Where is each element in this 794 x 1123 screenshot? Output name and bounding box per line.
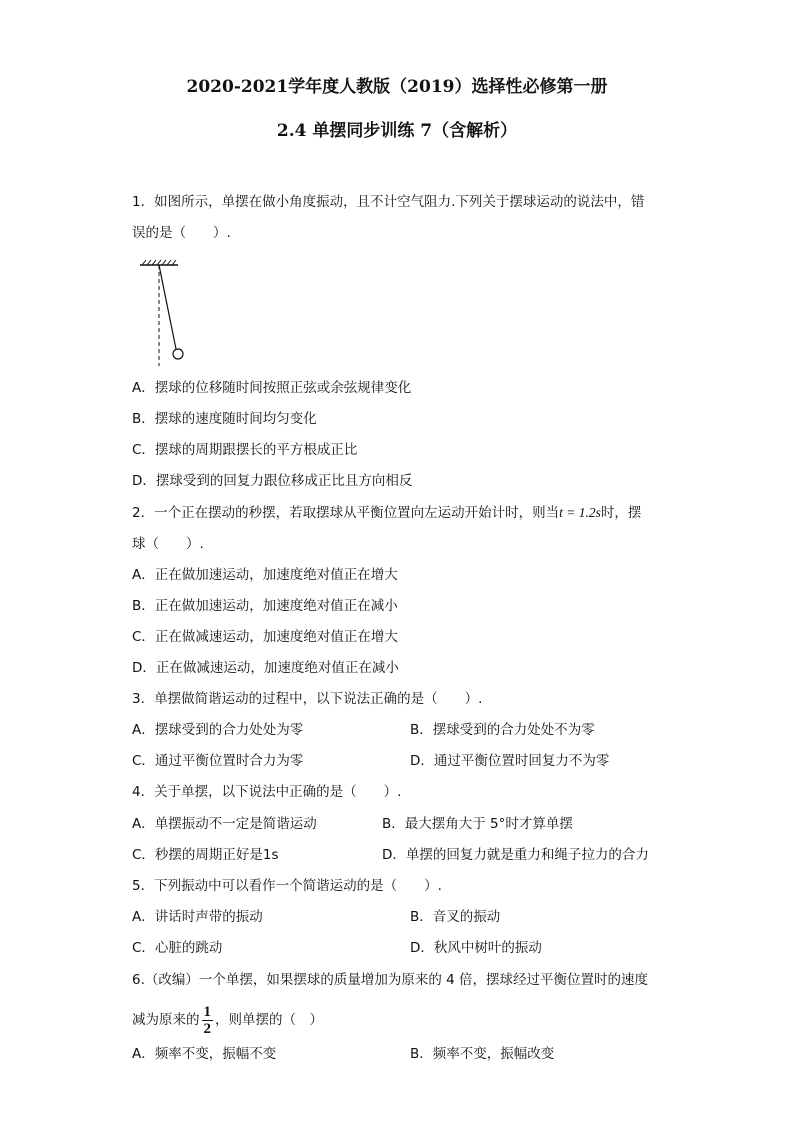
q5-option-d: D．秋风中树叶的振动 [410,940,542,956]
ceiling-hatch [142,260,176,265]
q3-option-d: D．通过平衡位置时回复力不为零 [410,753,610,769]
q2-stem-line1 [132,503,641,523]
q1-option-a: A．摆球的位移随时间按照正弦或余弦规律变化 [132,380,412,396]
q2-option-c: C．正在做减速运动，加速度绝对值正在增大 [132,629,398,645]
q6-stem-pre: 减为原来的 [132,1012,200,1028]
q2-time-expression: t = 1.2s [559,505,601,520]
q1-stem-line2: 误的是（ ）. [132,225,231,241]
q1-option-b: B．摆球的速度随时间均匀变化 [132,411,317,427]
q4-option-d: D．单摆的回复力就是重力和绳子拉力的合力 [382,847,649,863]
q1-stem-line1: 1．如图所示，单摆在做小角度振动，且不计空气阻力.下列关于摆球运动的说法中，错 [132,194,645,210]
q5-stem: 5．下列振动中可以看作一个简谐运动的是（ ）. [132,878,442,894]
q1-option-c: C．摆球的周期跟摆长的平方根成正比 [132,442,358,458]
pendulum-bob [173,349,183,359]
q4-option-c: C．秒摆的周期正好是1s [132,847,279,863]
q3-option-a: A．摆球受到的合力处处为零 [132,722,304,738]
q2-option-b: B．正在做加速运动，加速度绝对值正在减小 [132,598,398,614]
q2-option-a: A．正在做加速运动，加速度绝对值正在增大 [132,567,398,583]
q2-stem-pre: 2．一个正在摆动的秒摆，若取摆球从平衡位置向左运动开始计时，则当 [132,505,560,521]
q3-option-c: C．通过平衡位置时合力为零 [132,753,304,769]
q4-option-b: B．最大摆角大于 5°时才算单摆 [382,816,573,832]
q6-option-b: B．频率不变，振幅改变 [410,1046,555,1062]
q6-stem-post: ，则单摆的（ ） [215,1012,323,1028]
q2-option-d: D．正在做减速运动，加速度绝对值正在减小 [132,660,399,676]
q5-option-b: B．音叉的振动 [410,909,501,925]
q3-stem: 3．单摆做简谐运动的过程中，以下说法正确的是（ ）. [132,691,483,707]
q2-stem-line2: 球（ ）. [132,536,204,552]
document-subtitle: 2.4 单摆同步训练 7（含解析） [276,121,518,141]
pendulum-string [159,265,176,349]
q6-fraction-denominator: 2 [203,1020,211,1037]
q2-stem-post: 时，摆 [600,505,642,521]
q3-option-b: B．摆球受到的合力处处不为零 [410,722,595,738]
q6-stem-line1: 6.（改编）一个单摆，如果摆球的质量增加为原来的 4 倍，摆球经过平衡位置时的速度 [132,972,649,988]
q4-option-a: A．单摆振动不一定是简谐运动 [132,816,317,832]
pendulum-figure [130,258,200,370]
q5-option-a: A．讲话时声带的振动 [132,909,263,925]
q5-option-c: C．心脏的跳动 [132,940,223,956]
q4-stem: 4．关于单摆，以下说法中正确的是（ ）. [132,784,402,800]
q6-fraction-numerator: 1 [203,1003,211,1020]
q6-option-a: A．频率不变，振幅不变 [132,1046,277,1062]
q6-fraction [202,1004,214,1037]
document-title: 2020-2021学年度人教版（2019）选择性必修第一册 [186,77,608,97]
q6-stem-line2 [132,1000,323,1040]
q1-option-d: D．摆球受到的回复力跟位移成正比且方向相反 [132,473,413,489]
